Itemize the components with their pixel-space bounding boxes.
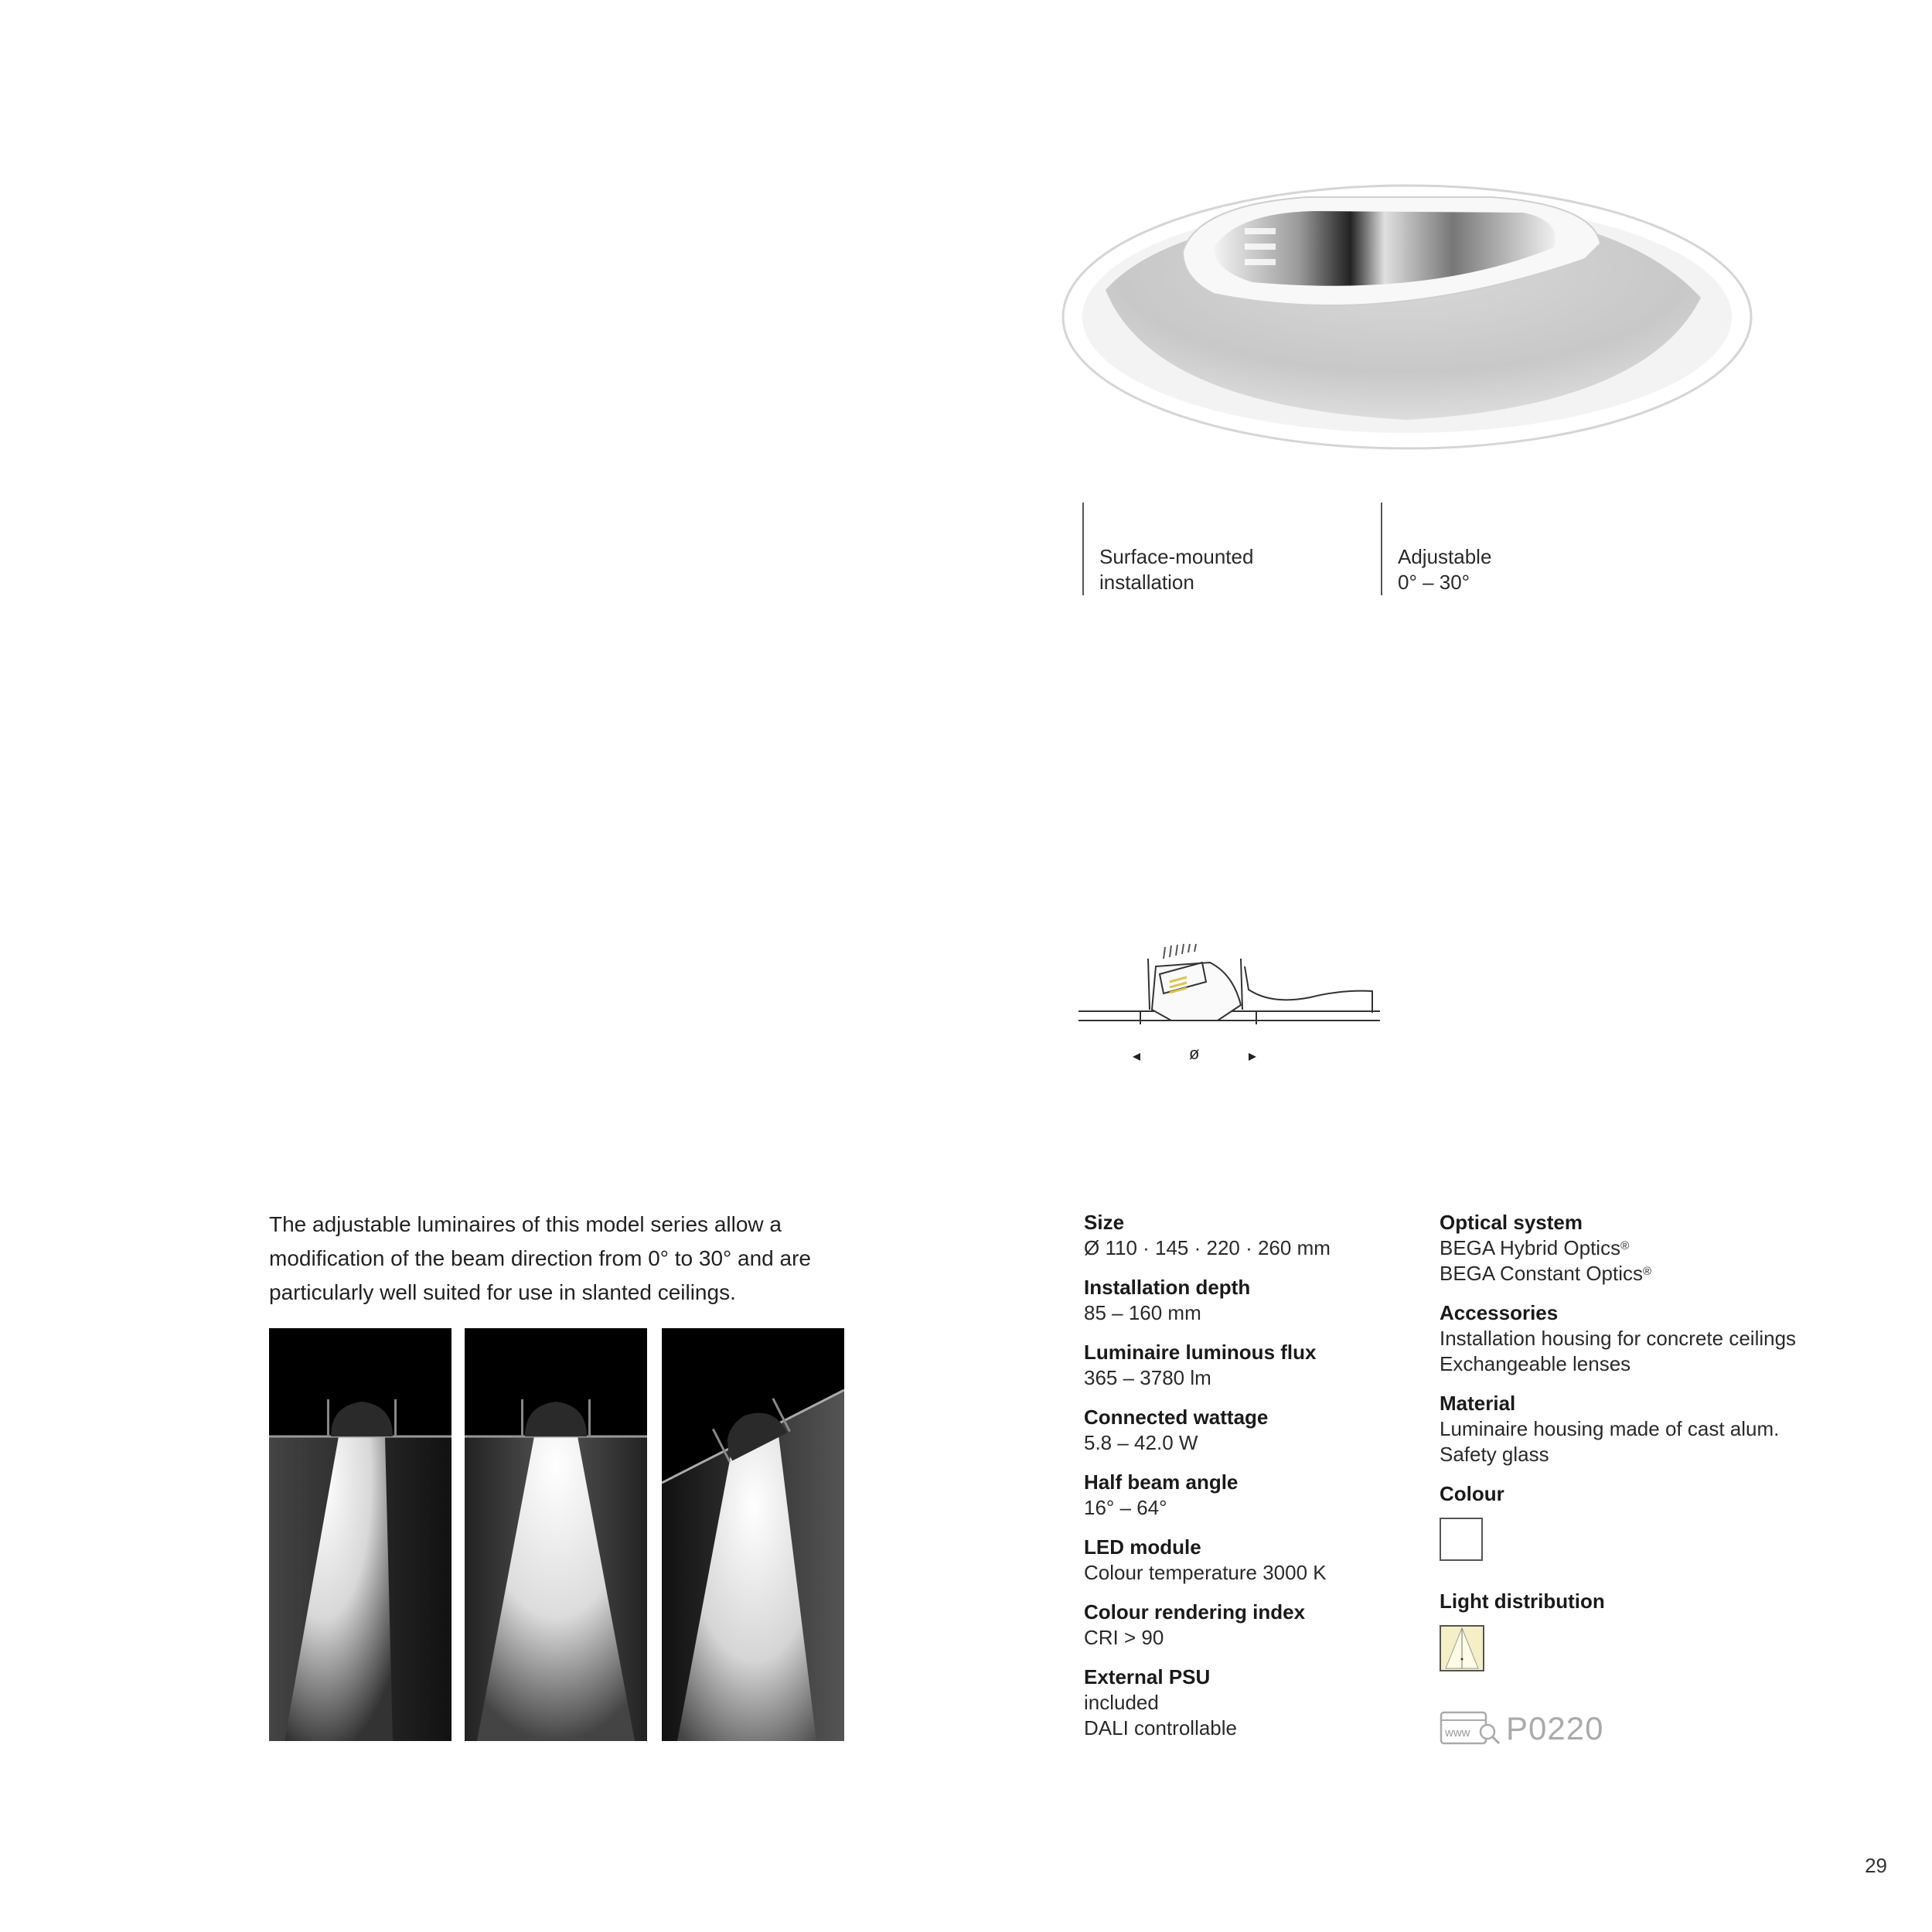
spec-title: Half beam angle — [1084, 1470, 1239, 1494]
spec-value: 16° – 64° — [1084, 1496, 1167, 1519]
product-link[interactable] — [1440, 1710, 1603, 1747]
page-number: 29 — [1865, 1854, 1887, 1877]
spec-value: 5.8 – 42.0 W — [1084, 1431, 1198, 1454]
spec-value-group — [1084, 1690, 1424, 1741]
spec-column-right — [1440, 1210, 1872, 1685]
drawing-lines — [1078, 943, 1380, 1071]
spec-title: Connected wattage — [1084, 1406, 1269, 1429]
registered-mark: ® — [1620, 1239, 1630, 1252]
feature-label: installation — [1099, 571, 1194, 594]
spec-colour — [1440, 1481, 1872, 1561]
product-code: P0220 — [1506, 1710, 1604, 1746]
spec-value: Luminaire housing made of cast alum. — [1440, 1417, 1780, 1440]
spec-value: Colour temperature 3000 K — [1084, 1561, 1327, 1584]
spec-title: External PSU — [1084, 1665, 1211, 1688]
spec-material — [1440, 1391, 1872, 1467]
spec-installation-depth — [1084, 1275, 1424, 1326]
technical-drawing — [1078, 943, 1380, 1071]
diameter-label: ø — [1189, 1044, 1200, 1063]
spec-value-group — [1440, 1326, 1872, 1377]
spec-value-line — [1440, 1235, 1872, 1261]
spec-title: Material — [1440, 1392, 1516, 1415]
spec-value: Safety glass — [1440, 1443, 1549, 1466]
spec-title: Light distribution — [1440, 1590, 1605, 1613]
spec-optical-system — [1440, 1210, 1872, 1286]
spec-value: 85 – 160 mm — [1084, 1301, 1201, 1324]
spec-cri — [1084, 1600, 1424, 1651]
spec-value-group — [1440, 1416, 1872, 1467]
spec-external-psu — [1084, 1665, 1424, 1741]
feature-surface-mounted — [1082, 503, 1376, 595]
spec-title: Accessories — [1440, 1301, 1559, 1324]
feature-label: Surface-mounted — [1099, 545, 1254, 568]
spec-connected-wattage — [1084, 1405, 1424, 1456]
photo-beam-slanted-ceiling — [662, 1328, 844, 1741]
spec-value: BEGA Hybrid Optics — [1440, 1236, 1621, 1259]
photo-beam-tilted — [465, 1328, 647, 1741]
spec-value: 365 – 3780 lm — [1084, 1366, 1211, 1389]
spec-size — [1084, 1210, 1424, 1261]
feature-label: Adjustable — [1398, 545, 1492, 568]
spec-title: Colour — [1440, 1482, 1504, 1505]
product-image — [1059, 174, 1755, 468]
www-label: www — [1445, 1726, 1470, 1739]
feature-adjustable — [1381, 503, 1675, 595]
spec-led-module — [1084, 1535, 1424, 1586]
spec-value-group — [1440, 1235, 1872, 1286]
spec-value-line — [1440, 1261, 1872, 1286]
photo-beam-straight — [269, 1328, 451, 1741]
colour-swatch-white — [1440, 1518, 1483, 1561]
spec-value: Ø 110 · 145 · 220 · 260 mm — [1084, 1236, 1331, 1259]
spec-value: BEGA Constant Optics — [1440, 1262, 1644, 1285]
spec-title: Installation depth — [1084, 1276, 1251, 1299]
spec-value: included — [1084, 1691, 1159, 1714]
spec-title: LED module — [1084, 1535, 1201, 1559]
spec-title: Luminaire luminous flux — [1084, 1341, 1317, 1364]
spec-luminous-flux — [1084, 1340, 1424, 1391]
spec-value: CRI > 90 — [1084, 1626, 1164, 1649]
spec-title: Optical system — [1440, 1211, 1583, 1234]
spec-value: Installation housing for concrete ceilings — [1440, 1327, 1797, 1350]
light-distribution-icon — [1440, 1625, 1484, 1671]
feature-label: 0° – 30° — [1398, 571, 1470, 594]
spec-accessories — [1440, 1300, 1872, 1377]
spec-title: Size — [1084, 1211, 1125, 1234]
spec-column-left — [1084, 1210, 1424, 1755]
www-search-icon — [1440, 1711, 1501, 1746]
spec-half-beam-angle — [1084, 1470, 1424, 1521]
spec-light-distribution — [1440, 1589, 1872, 1671]
registered-mark: ® — [1643, 1265, 1652, 1278]
spec-title: Colour rendering index — [1084, 1600, 1306, 1624]
intro-text: The adjustable luminaires of this model series allow a modification of the beam direction from 0° to 30° and are particularly well suited for use in slanted ceilings. — [269, 1212, 811, 1304]
spec-value: Exchangeable lenses — [1440, 1352, 1631, 1375]
spec-value: DALI controllable — [1084, 1716, 1237, 1739]
